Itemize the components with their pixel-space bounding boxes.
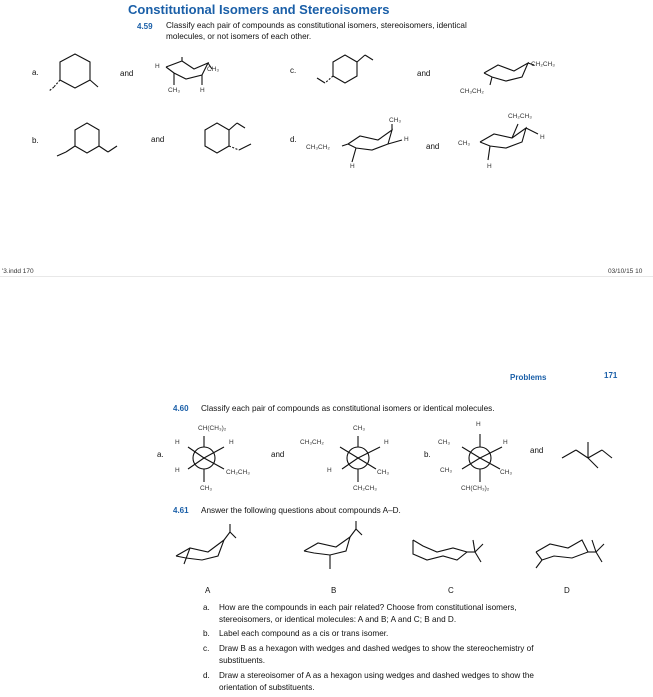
newman3-bottom: CH(CH₃)₂ xyxy=(461,485,490,492)
c-right-ch2ch3: CH₂CH₃ xyxy=(531,61,555,68)
d-right-h1: H xyxy=(540,134,545,141)
d-right-ch3: CH₃ xyxy=(458,140,471,147)
problem-4-59-text-line2: molecules, or not isomers of each other. xyxy=(166,32,312,41)
part-c-and: and xyxy=(417,69,431,78)
page-divider xyxy=(0,276,653,277)
compound-a-right-chair xyxy=(160,55,220,90)
part-d-and: and xyxy=(426,142,440,151)
newman2-bottom: CH₂CH₃ xyxy=(353,485,377,492)
question-a-letter: a. xyxy=(203,603,210,612)
page-header-label: Problems xyxy=(510,373,547,382)
compound-A-label: A xyxy=(205,586,211,595)
question-a-line1: How are the compounds in each pair related? Choose from constitutional isomers, xyxy=(219,603,517,612)
a-right-ch3-bottom: CH₃ xyxy=(168,87,181,94)
compound-A-chair xyxy=(172,528,252,568)
compound-d-right-chair xyxy=(474,120,544,165)
d-left-ch3: CH₃ xyxy=(389,117,402,124)
question-b-letter: b. xyxy=(203,629,210,638)
footer-right: 03/10/15 10 xyxy=(608,268,643,275)
part-a-and: and xyxy=(120,69,134,78)
compound-b-left-structure xyxy=(50,120,140,170)
newman3-top: H xyxy=(476,421,481,428)
newman1-projection xyxy=(180,432,230,487)
newman1-ll: H xyxy=(175,467,180,474)
newman-a-and: and xyxy=(271,450,285,459)
a-right-h2: H xyxy=(200,87,205,94)
problem-4-59-text-line1: Classify each pair of compounds as constitutional isomers, stereoisomers, identical xyxy=(166,21,467,30)
compound-C-label: C xyxy=(448,586,454,595)
problem-number-4-59: 4.59 xyxy=(137,22,153,31)
question-a-line2: stereoisomers, or identical molecules: A and B; A and C; B and D. xyxy=(219,615,457,624)
newman2-ur: H xyxy=(384,439,389,446)
part-a-label: a. xyxy=(32,68,39,77)
compound-B-chair xyxy=(300,525,380,573)
part-b-label: b. xyxy=(32,136,39,145)
newman3-ll: CH₃ xyxy=(440,467,453,474)
newman2-ul: CH₃CH₂ xyxy=(300,439,324,446)
section-title: Constitutional Isomers and Stereoisomers xyxy=(128,2,390,17)
compound-B-label: B xyxy=(331,586,337,595)
newman3-lr: CH₃ xyxy=(500,469,513,476)
newman2-ll: H xyxy=(327,467,332,474)
question-d-line1: Draw a stereoisomer of A as a hexagon using wedges and dashed wedges to show the xyxy=(219,671,534,680)
newman-b-label: b. xyxy=(424,450,431,459)
newman1-ul: H xyxy=(175,439,180,446)
d-left-h2: H xyxy=(350,163,355,170)
newman-b-and: and xyxy=(530,446,544,455)
newman1-bottom: CH₃ xyxy=(200,485,213,492)
c-right-ch3ch2: CH₃CH₂ xyxy=(460,88,484,95)
compound-C-chair xyxy=(407,530,497,570)
newman1-lr: CH₂CH₃ xyxy=(226,469,250,476)
d-left-h1: H xyxy=(404,136,409,143)
a-right-h1: H xyxy=(155,63,160,70)
question-c-line1: Draw B as a hexagon with wedges and dashed wedges to show the stereochemistry of xyxy=(219,644,534,653)
compound-c-left-structure xyxy=(300,50,380,100)
compound-D-label: D xyxy=(564,586,570,595)
newman-b-skeletal-structure xyxy=(558,438,618,473)
newman3-ur: H xyxy=(503,439,508,446)
d-left-ch3ch2: CH₃CH₂ xyxy=(306,144,330,151)
question-d-letter: d. xyxy=(203,671,210,680)
newman2-top: CH₃ xyxy=(353,425,366,432)
part-d-label: d. xyxy=(290,135,297,144)
footer-left: '3.indd 170 xyxy=(2,268,34,275)
compound-d-left-chair xyxy=(340,122,410,167)
compound-b-right-structure xyxy=(195,118,275,168)
newman2-lr: CH₃ xyxy=(377,469,390,476)
part-c-label: c. xyxy=(290,66,297,75)
problem-4-61-text: Answer the following questions about compounds A–D. xyxy=(201,506,401,515)
question-c-letter: c. xyxy=(203,644,210,653)
d-right-ch2ch3: CH₂CH₃ xyxy=(508,113,532,120)
a-right-ch3-top: CH₃ xyxy=(207,66,220,73)
newman-a-label: a. xyxy=(157,450,164,459)
newman1-ur: H xyxy=(229,439,234,446)
page-header-number: 171 xyxy=(604,371,618,380)
problem-number-4-61: 4.61 xyxy=(173,506,189,515)
newman3-projection xyxy=(456,428,506,486)
compound-a-left-structure xyxy=(45,50,105,100)
newman2-projection xyxy=(334,432,384,487)
question-d-line2: orientation of substituents. xyxy=(219,683,315,692)
problem-number-4-60: 4.60 xyxy=(173,404,189,413)
question-b-line1: Label each compound as a cis or trans isomer. xyxy=(219,629,389,638)
part-b-and: and xyxy=(151,135,165,144)
newman1-top: CH(CH₃)₂ xyxy=(198,425,227,432)
problem-4-60-text: Classify each pair of compounds as constitutional isomers or identical molecules. xyxy=(201,404,495,413)
d-right-h2: H xyxy=(487,163,492,170)
newman3-ul: CH₃ xyxy=(438,439,451,446)
compound-D-chair xyxy=(532,532,622,572)
question-c-line2: substituents. xyxy=(219,656,265,665)
